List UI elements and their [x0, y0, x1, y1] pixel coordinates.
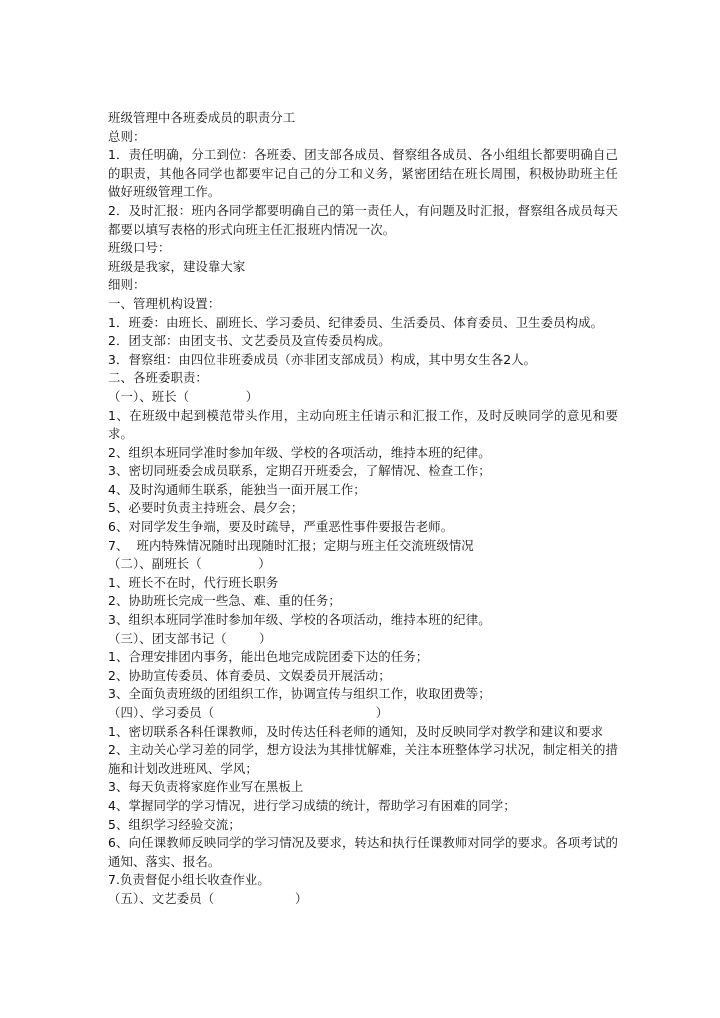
league-secretary-item-1: 1、合理安排团内事务，能出色地完成院团委下达的任务；: [108, 649, 429, 665]
monitor-item-1: 1、在班级中起到模范带头作用，主动向班主任请示和汇报工作，及时反映同学的意见和要求。: [108, 407, 618, 442]
vice-monitor-item-1: 1、班长不在时，代行班长职务: [108, 574, 279, 590]
section1-item-2: 2．团支部：由团支书、文艺委员及宣传委员构成。: [108, 333, 391, 349]
monitor-item-4: 4、及时沟通师生联系，能独当一面开展工作；: [108, 481, 366, 497]
monitor-item-3: 3、密切同班委会成员联系，定期召开班委会，了解情况、检查工作；: [108, 463, 491, 479]
section2-heading: 二、各班委职责：: [108, 370, 208, 386]
vice-monitor-item-2: 2、协助班长完成一些急、难、重的任务；: [108, 593, 341, 609]
league-secretary-item-3: 3、全面负责班级的团组织工作，协调宣传与组织工作，收取团费等；: [108, 686, 491, 702]
league-secretary-item-2: 2、协助宣传委员、体育委员、文娱委员开展活动；: [108, 667, 391, 683]
monitor-item-7: 7、 班内特殊情况随时出现随时汇报；定期与班主任交流班级情况: [108, 537, 474, 553]
study-committee-item-3: 3、每天负责将家庭作业写在黑板上: [108, 779, 304, 795]
vice-monitor-item-3: 3、组织本班同学准时参加年级、学校的各项活动，维持本班的纪律。: [108, 612, 491, 628]
study-committee-item-5: 5、组织学习经验交流；: [108, 816, 241, 832]
slogan-text: 班级是我家，建设靠大家: [108, 258, 246, 274]
monitor-item-2: 2、组织本班同学准时参加年级、学校的各项活动，维持本班的纪律。: [108, 444, 491, 460]
vice-monitor-heading: （二）、副班长（ ）: [108, 556, 271, 572]
study-committee-item-4: 4、掌握同学的学习情况，进行学习成绩的统计，帮助学习有困难的同学；: [108, 797, 516, 813]
league-secretary-heading: （三）、团支部书记（ ）: [108, 630, 272, 646]
section1-item-1: 1．班委：由班长、副班长、学习委员、纪律委员、生活委员、体育委员、卫生委员构成。: [108, 314, 604, 330]
study-committee-item-6: 6、向任课教师反映同学的学习情况及要求，转达和执行任课教师对同学的要求。各项考试的通知、落实、报名。: [108, 835, 618, 869]
document-body: [108, 109, 618, 909]
monitor-item-6: 6、对同学发生争端，要及时疏导，严重恶性事件要报告老师。: [108, 519, 454, 535]
monitor-heading: （一）、班长（ ）: [108, 388, 259, 404]
study-committee-item-2: 2、主动关心学习差的同学，想方设法为其排忧解难，关注本班整体学习状况，制定相关的措施和计划改进班风、学风；: [108, 742, 618, 776]
monitor-item-5: 5、必要时负责主持班会、晨夕会；: [108, 500, 304, 516]
section1-heading: 一、管理机构设置：: [108, 295, 221, 311]
arts-committee-heading: （五）、文艺委员（ ）: [108, 890, 308, 906]
details-heading: 细则：: [108, 277, 146, 293]
general-item-2: 2．及时汇报：班内各同学都要明确自己的第一责任人，有问题及时汇报，督察组各成员每天都要以填写表格的形式向班主任汇报班内情况一次。: [108, 202, 618, 237]
general-item-1: 1．责任明确，分工到位：各班委、团支部各成员、督察组各成员、各小组组长都要明确自己的职责，其他各同学也都要牢记自己的分工和义务，紧密团结在班长周围，积极协助班主任做好班级管理工作。: [108, 147, 618, 200]
slogan-heading: 班级口号：: [108, 240, 171, 256]
section1-item-3: 3．督察组：由四位非班委成员（亦非团支部成员）构成，其中男女生各2人。: [108, 351, 537, 367]
study-committee-item-1: 1、密切联系各科任课教师，及时传达任科老师的通知，及时反映同学对教学和建议和要求: [108, 723, 604, 739]
general-heading: 总则：: [108, 128, 146, 144]
study-committee-heading: （四）、学习委员（ ）: [108, 705, 389, 720]
study-committee-item-7: 7.负责督促小组长收查作业。: [108, 872, 270, 888]
document-title: 班级管理中各班委成员的职责分工: [108, 110, 296, 125]
